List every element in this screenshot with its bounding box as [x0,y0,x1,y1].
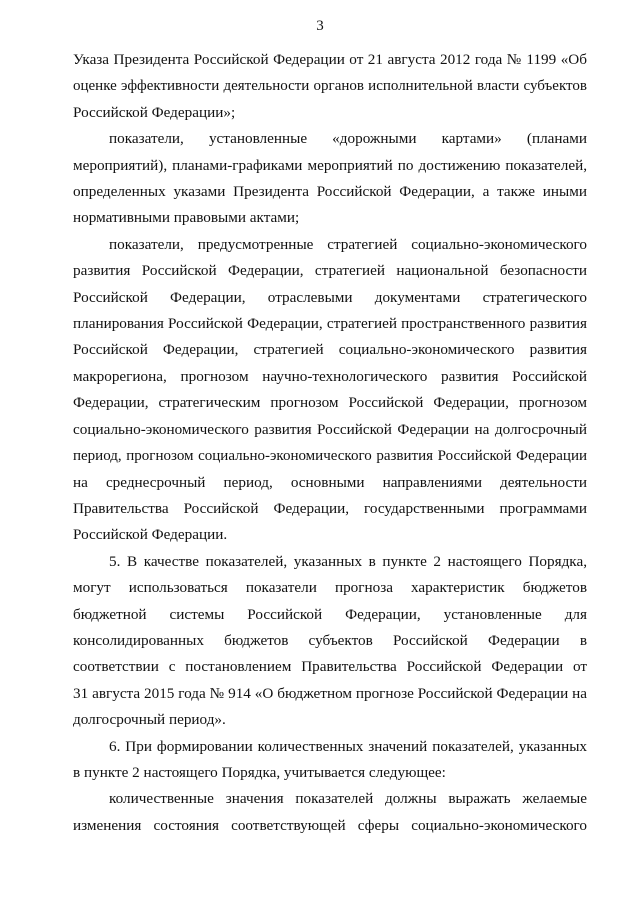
paragraph [73,126,587,232]
text-line: Российской Федерации, отраслевыми документами стратегического [73,288,587,306]
text-line: планирования Российской Федерации, стратегией пространственного развития [73,315,587,333]
text-line: Федерации, стратегическим прогнозом Российской Федерации, прогнозом [73,394,587,412]
text-line: 5. В качестве показателей, указанных в пункте 2 настоящего Порядка, [109,552,587,570]
text-line: показатели, установленные «дорожными картами» (планами [109,130,587,148]
text-line: показатели, предусмотренные стратегией социально-экономического [109,235,587,253]
text-line: нормативными правовыми актами; [73,209,300,227]
text-line: в пункте 2 настоящего Порядка, учитывается следующее: [73,763,446,781]
text-line: мероприятий), планами-графиками мероприятий по достижению показателей, [73,156,587,174]
text-line: развития Российской Федерации, стратегией национальной безопасности [73,262,587,280]
text-line: макрорегиона, прогнозом научно-технологического развития Российской [73,367,587,385]
text-line: Российской Федерации. [73,526,228,544]
paragraph [73,47,587,126]
paragraph [73,232,587,549]
text-line: на среднесрочный период, основными направлениями деятельности [73,473,587,491]
text-line: определенных указами Президента Российской Федерации, а также иными [73,183,587,201]
text-line: социально-экономического развития Российской Федерации на долгосрочный [73,420,587,438]
text-line: изменения состояния соответствующей сферы социально-экономического [73,816,587,834]
text-line: бюджетной системы Российской Федерации, установленные для [73,605,587,623]
text-line: консолидированных бюджетов субъектов Российской Федерации в [73,631,587,649]
text-line: соответствии с постановлением Правительства Российской Федерации от [73,658,587,676]
text-line: долгосрочный период». [73,711,226,729]
text-line: Российской Федерации»; [73,103,236,121]
document-body [73,47,587,839]
text-line: могут использоваться показатели прогноза характеристик бюджетов [73,579,587,597]
paragraph [73,549,587,734]
text-line: 6. При формировании количественных значений показателей, указанных [109,737,587,755]
text-line: 31 августа 2015 года № 914 «О бюджетном прогнозе Российской Федерации на [73,684,587,702]
paragraph [73,786,587,839]
text-line: количественные значения показателей должны выражать желаемые [109,790,587,808]
paragraph [73,734,587,787]
page-number: 3 [316,18,324,34]
text-line: Российской Федерации, стратегией социально-экономического развития [73,341,587,359]
text-line: период, прогнозом социально-экономического развития Российской Федерации [73,448,587,465]
text-line: оценке эффективности деятельности органов исполнительной власти субъектов [73,78,587,95]
text-line: Правительства Российской Федерации, государственными программами [73,499,587,517]
text-line: Указа Президента Российской Федерации от 21 августа 2012 года № 1199 «Об [73,51,587,68]
